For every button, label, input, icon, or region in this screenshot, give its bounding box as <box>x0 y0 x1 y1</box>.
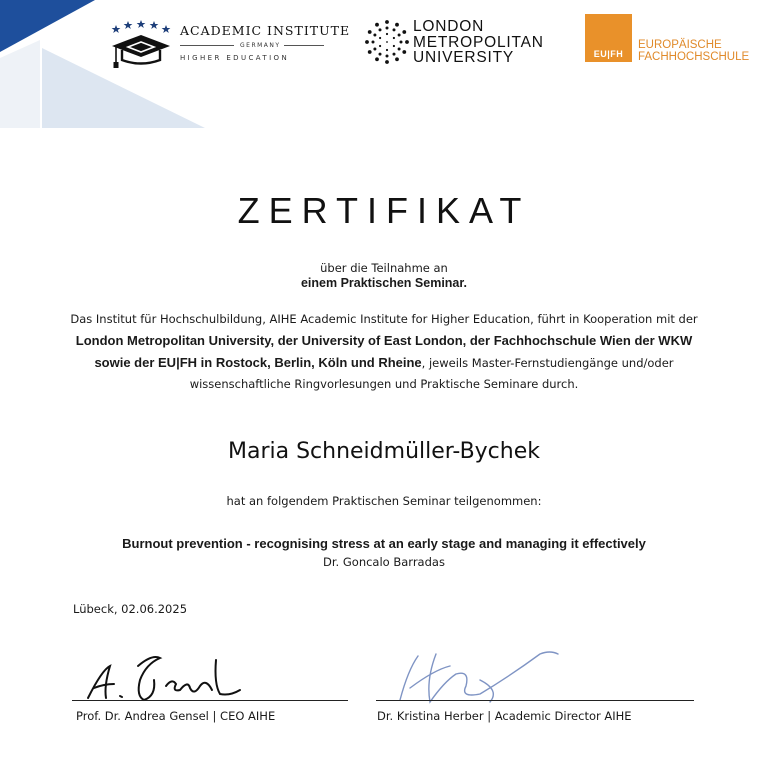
eufh-wordmark <box>638 39 749 63</box>
signature-line-left <box>72 700 348 701</box>
signatory-right: Dr. Kristina Herber | Academic Director AIHE <box>377 709 632 723</box>
eufh-mark: EU|FH <box>593 49 624 59</box>
aihe-name: ACADEMIC INSTITUTE <box>180 23 351 38</box>
london-metropolitan-logo <box>363 18 563 70</box>
lmu-wordmark <box>413 19 544 66</box>
seminar-title: Burnout prevention - recognising stress at an early stage and managing it effectively <box>122 536 646 551</box>
signature-line-right <box>376 700 694 701</box>
signature-herber <box>390 640 570 712</box>
lmu-line: LONDON <box>413 18 485 35</box>
aihe-rule-right <box>284 45 324 46</box>
institute-paragraph <box>70 309 698 395</box>
lecturer-name: Dr. Goncalo Barradas <box>323 555 445 569</box>
paragraph-end: , jeweils Master-Fernstudiengänge und/oder wissenschaftliche Ringvorlesungen und Praktische Seminare durch. <box>189 356 674 391</box>
paragraph-bold: London Metropolitan University, der University of East London, der Fachhochschule Wien der WKW sowie der EU|FH in Rostock, Berlin, Köln und Rheine <box>75 333 693 370</box>
eufh-line: EUROPÄISCHE <box>638 39 722 51</box>
lmu-line: METROPOLITAN <box>413 33 544 51</box>
aihe-logo <box>108 20 351 68</box>
signature-gensel <box>80 640 260 712</box>
paragraph-start: Das Institut für Hochschulbildung, AIHE Academic Institute for Higher Education, führt in Kooperation mit der <box>70 312 698 326</box>
graduation-cap-icon <box>108 20 174 70</box>
eufh-box <box>585 14 632 62</box>
logo-bar <box>0 0 768 80</box>
attended-text: hat an folgendem Praktischen Seminar teilgenommen: <box>226 494 542 508</box>
place-date: Lübeck, 02.06.2025 <box>73 602 188 616</box>
dot-circle-icon <box>363 18 411 66</box>
participant-name: Maria Schneidmüller-Bychek <box>227 439 540 464</box>
aihe-country: GERMANY <box>240 42 281 49</box>
eufh-line: FACHHOCHSCHULE <box>638 51 750 63</box>
lmu-line: UNIVERSITY <box>413 49 515 66</box>
signatory-left: Prof. Dr. Andrea Gensel | CEO AIHE <box>76 709 276 723</box>
intro-line-bold: einem Praktischen Seminar. <box>300 276 468 290</box>
aihe-subtitle: HIGHER EDUCATION <box>180 54 290 62</box>
eufh-logo <box>585 14 755 66</box>
aihe-rule-left <box>180 45 234 46</box>
intro-line: über die Teilnahme an <box>320 261 448 275</box>
certificate-title: ZERTIFIKAT <box>237 190 531 231</box>
